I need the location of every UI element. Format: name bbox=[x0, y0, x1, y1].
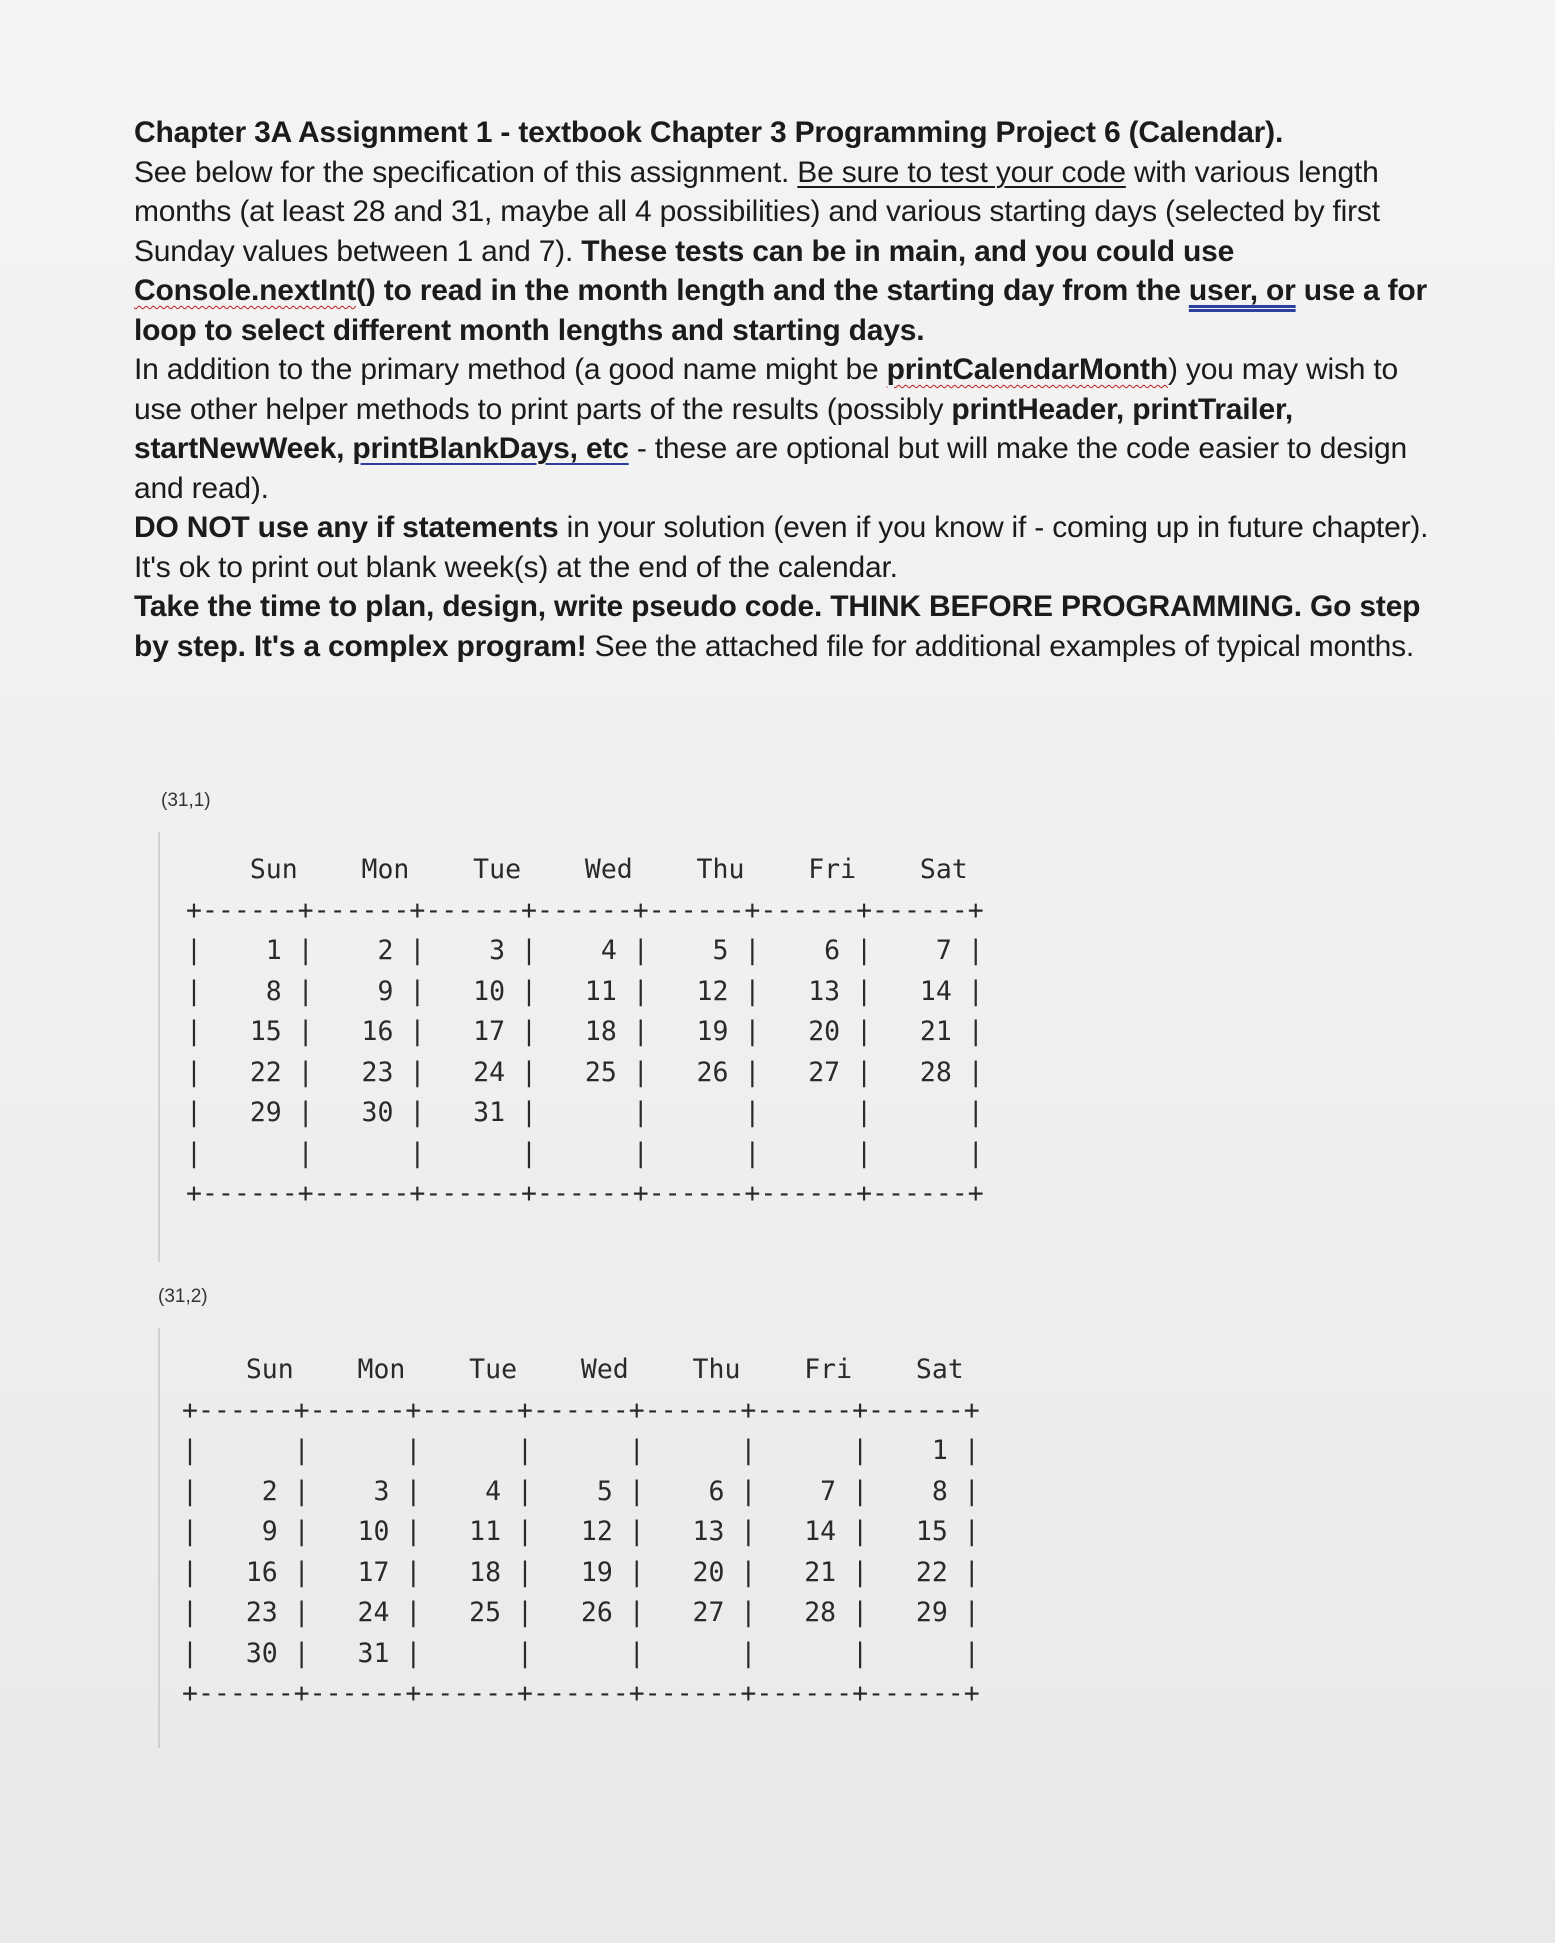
assignment-title: Chapter 3A Assignment 1 - textbook Chapter 3 Programming Project 6 (Calendar). bbox=[134, 116, 1284, 149]
console-nextint-squiggle: Console.nextInt bbox=[134, 274, 357, 307]
calendar-text-31-2: Sun Mon Tue Wed Thu Fri Sat +------+------+------+------+------+------+------+ | | | | | | | 1 | | 2 | 3 | 4 | 5 | 6 | 7 | 8 | | 9 | 10 | 11 | 12 | 13 | 14 | 15 | | 16 | 17 | 18 | 19 | 20 | 21 | 22 | | 23 | 24 | 25 | 26 | 27 | 28 | 29 | | 30 | 31 | | | | | | +------+------+------+------+------+------+------+ bbox=[182, 1354, 980, 1709]
example-label-31-1: (31,1) bbox=[161, 790, 211, 811]
print-blank-days-link: printBlankDays, etc bbox=[352, 432, 629, 465]
paragraph-testing: See below for the specification of this assignment. Be sure to test your code with various length months (at least 28 and 31, maybe all 4 possibilities) and various starting days (selected by first Sunday values between 1 and 7). These tests can be in main, and you could use Console.nextInt() to read in the month length and the starting day from the user, or use a for loop to select different month lengths and starting days. bbox=[134, 155, 1427, 347]
assignment-text bbox=[134, 113, 1434, 666]
user-or-double-underline: user, or bbox=[1188, 274, 1296, 307]
example-label-31-2: (31,2) bbox=[158, 1286, 208, 1307]
paragraph-methods: In addition to the primary method (a good name might be printCalendarMonth) you may wish to use other helper methods to print parts of the results (possibly printHeader, printTrailer, startNewWeek, printBlankDays, etc - these are optional but will make the code easier to design and read). bbox=[134, 353, 1407, 505]
print-calendar-month-squiggle: printCalendarMonth bbox=[886, 353, 1168, 386]
calendar-text-31-1: Sun Mon Tue Wed Thu Fri Sat +------+------+------+------+------+------+------+ | 1 | 2 | 3 | 4 | 5 | 6 | 7 | | 8 | 9 | 10 | 11 | 12 | 13 | 14 | | 15 | 16 | 17 | 18 | 19 | 20 | 21 | | 22 | 23 | 24 | 25 | 26 | 27 | 28 | | 29 | 30 | 31 | | | | | | | | | | | | | +------+------+------+------+------+------+------+ bbox=[186, 854, 984, 1209]
test-code-underlined: Be sure to test your code bbox=[797, 155, 1126, 189]
calendar-example-31-2 bbox=[158, 1328, 1020, 1748]
paragraph-no-if: DO NOT use any if statements in your solution (even if you know if - coming up in future chapter). It's ok to print out blank week(s) at the end of the calendar. bbox=[134, 511, 1429, 584]
calendar-example-31-1 bbox=[158, 832, 1020, 1262]
paragraph-plan: Take the time to plan, design, write pseudo code. THINK BEFORE PROGRAMMING. Go step by step. It's a complex program! See the attached file for additional examples of typical months. bbox=[134, 590, 1421, 663]
